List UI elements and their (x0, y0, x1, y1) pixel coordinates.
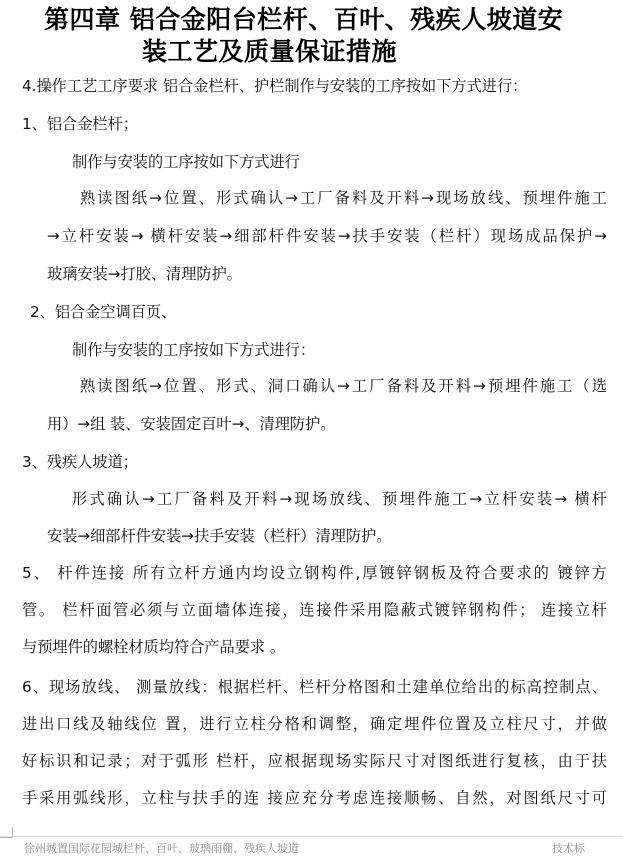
paragraph-line: 安装→细部杆件安装→扶手安装（栏杆）清理防护。 (47, 527, 392, 545)
paragraph-site-layout: 6、现场放线、 测量放线：根据栏杆、栏杆分格图和土建单位给出的标高控制点、 (22, 678, 607, 696)
paragraph-line: 与预埋件的螺栓材质均符合产品要求 。 (22, 638, 286, 656)
section-heading-ramp: 3、残疾人坡道； (22, 453, 138, 471)
paragraph-line: →立杆安装→ 横杆安装→细部杆件安装→扶手安装（栏杆）现场成品保护→ (47, 227, 607, 245)
footer-doc-type: 技术标 (552, 842, 585, 855)
paragraph-process-requirements: 4.操作工艺工序要求 铝合金栏杆、护栏制作与安装的工序按如下方式进行： (22, 77, 528, 95)
paragraph-line: 玻璃安装→打胶、清理防护。 (47, 265, 242, 283)
paragraph-line: 用）→组 装、安装固定百叶→、清理防护。 (47, 415, 336, 433)
paragraph-line: 好标识和记录；对于弧形 栏杆，应根据现场实际尺寸对图纸进行复核，由于扶 (22, 752, 607, 770)
chapter-title-line-1: 第四章 铝合金阳台栏杆、百叶、残疾人坡道安 (44, 5, 564, 34)
paragraph-line: 制作与安装的工序按如下方式进行 (72, 153, 300, 171)
paragraph-line: 进出口线及轴线位 置，进行立柱分格和调整，确定埋件位置及立柱尺寸，并做 (22, 715, 607, 733)
section-heading-railing: 1、铝合金栏杆； (22, 115, 138, 133)
section-heading-louver: 2、铝合金空调百页、 (30, 303, 177, 321)
footer-divider (0, 836, 623, 837)
paragraph-line: 管。 栏杆面管必须与立面墙体连接，连接件采用隐蔽式镀锌钢构件； 连接立杆 (22, 601, 607, 619)
chapter-title-line-2: 装工艺及质量保证措施 (142, 37, 398, 66)
paragraph-line: 制作与安装的工序按如下方式进行： (72, 341, 315, 359)
paragraph-line: 形式确认→工厂备料及开料→现场放线、预埋件施工→立杆安装→ 横杆 (72, 490, 607, 508)
footer-project-name: 徐州城置国际花园城栏杆、百叶、玻璃雨棚、残疾人坡道 (24, 842, 299, 855)
paragraph-line: 手采用弧线形，立柱与扶手的连 接应充分考虑连接顺畅、自然，对图纸尺寸可 (22, 789, 607, 807)
paragraph-line: 熟读图纸→位置、形式、洞口确认→工厂备料及开料→预埋件施工（选 (80, 377, 607, 395)
paragraph-rod-connection: 5、 杆件连接 所有立杆方通内均设立钢构件,厚镀锌钢板及符合要求的 镀锌方 (22, 564, 607, 582)
paragraph-line: 熟读图纸→位置、形式确认→工厂备料及开料→现场放线、预埋件施工 (80, 189, 607, 207)
